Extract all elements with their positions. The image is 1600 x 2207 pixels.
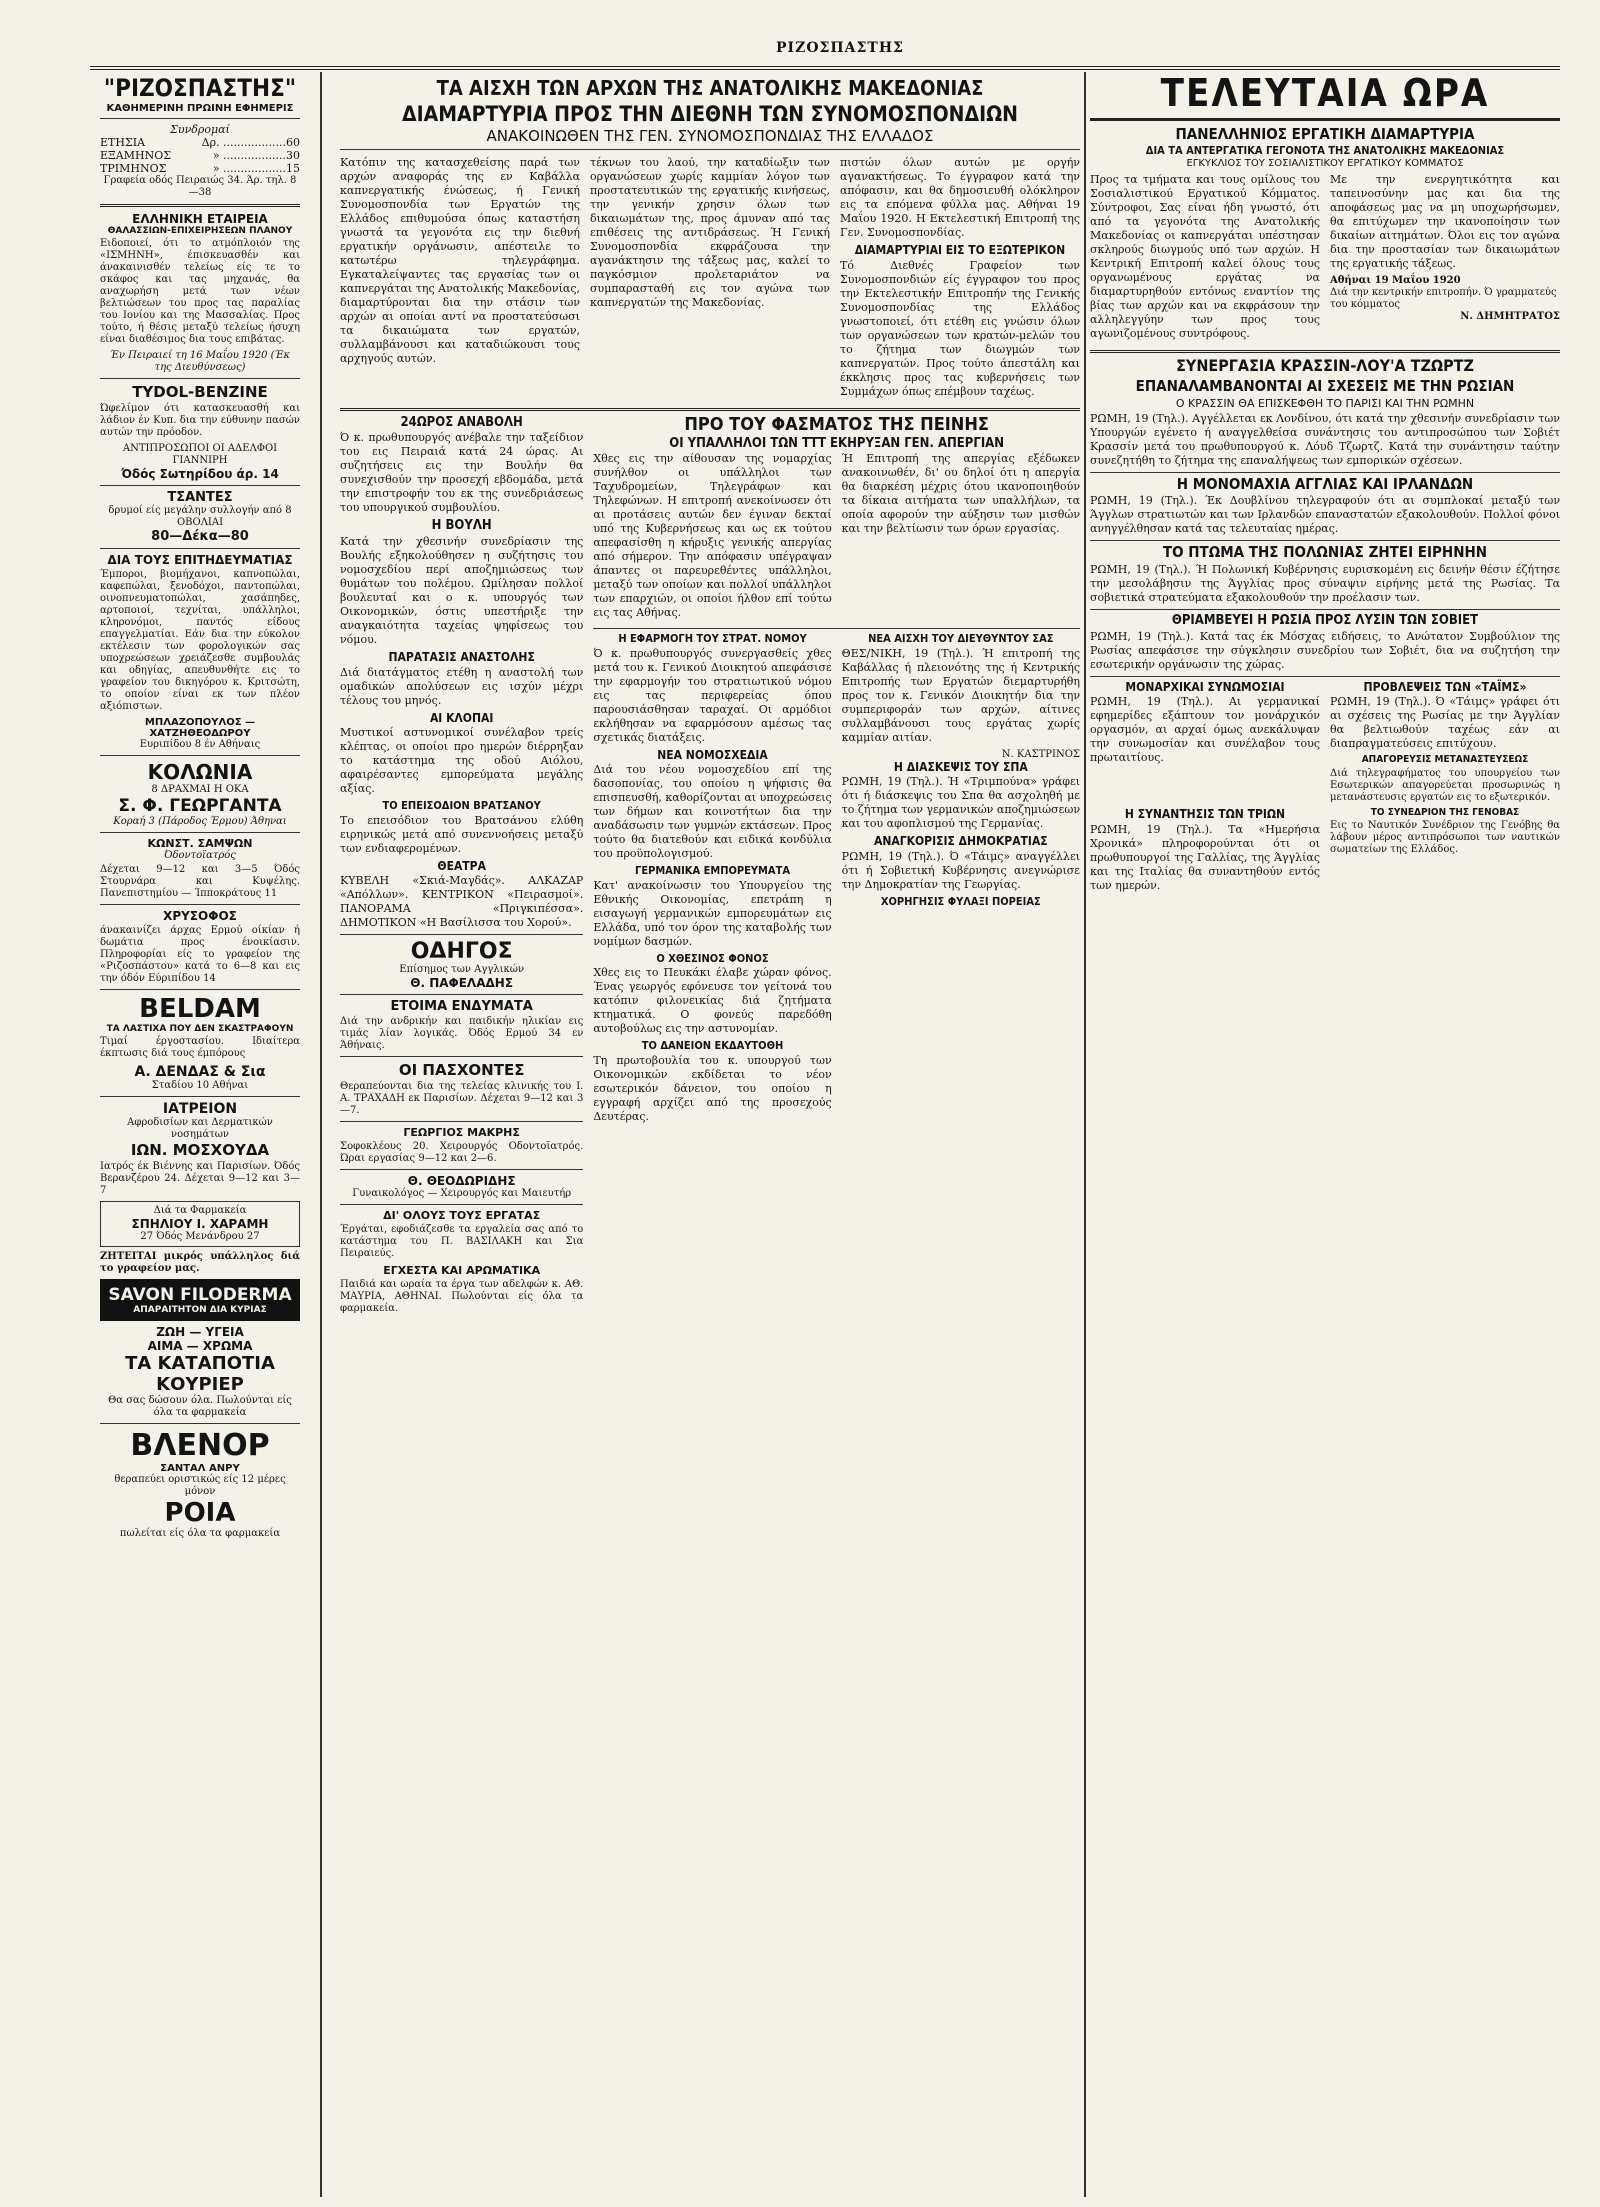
sign-name: Ν. ΔΗΜΗΤΡΑΤΟΣ [1460, 311, 1560, 323]
ad-title: BELDAM [139, 994, 261, 1025]
news-subcolumn [1090, 681, 1320, 808]
hunger-article [593, 450, 1080, 624]
sign-date: Αθήναι 19 Μαΐου 1920 [1330, 275, 1461, 287]
divider [100, 1423, 300, 1424]
ad-title: SAVON FILODERMA [108, 1285, 292, 1306]
article-text: τέκνων του λαού, την καταδίωξιν των οργανώσεων χωρίς καμμίαν λόγον των προστατευτικών της εργατικής κινήσεως, την γενικήν χρησιν όλων των δικαιωμάτων της, προς άμυναν από τας επιθέσεις της αντιδράσεως. Ή Γενική Συνομοσπονδία εκφράζουσα την αγανάκτησιν της τάξεως μας, καλεί το παγκόσμιον προλεταριάτον να συμπαρασταθή εις τον αγώνα των καπνεργατών της Μακεδονίας. [590, 156, 830, 310]
section-head: Ο ΧΘΕΣΙΝΟΣ ΦΟΝΟΣ [656, 951, 769, 965]
ad-text: θεραπεύει οριστικώς είς 12 μέρες μόνον [114, 1474, 286, 1498]
article-text: ΡΩΜΗ, 19 (Τηλ.). Κατά τας έκ Μόσχας ειδήσεις, το Ανώτατον Συμβούλιον της Ρωσίας απεφάσισε την σύγκλησιν συνεδρίου των Σοβιέτ, δια να συζητήση την εσωτερικήν οργάνωσιν της χώρας. [1090, 629, 1560, 671]
article-text: Τό Διεθνές Γραφείον των Συνομοσπονδιών είς έγγραφον του προς την Εκτελεστικήν Επιτροπήν της Γενικής Συνομοσπονδίας της Ελλάδος γνωστοποιεί, ότι ετέθη εις γνώσιν όλων των οργανώσεων των κρατών-μελών του το ζήτημα των διωγμών των καπνεργατών. Προς τούτο άπεστάλη και έκκλησις προς τας κυβερνήσεις των Συμμάχων όπως επέμβουν ταχέως. [840, 258, 1080, 398]
section-head: ΑΝΑΓΚΟΡΙΣΙΣ ΔΗΜΟΚΡΑΤΙΑΣ [874, 834, 1048, 849]
article-text: ΚΥΒΕΛΗ «Σκιά-Μαγδάς». ΑΛΚΑΖΑΡ «Απόλλων». ΚΕΝΤΡΙΚΟΝ «Πειρασμοί». ΠΑΝΟΡΑΜΑ «Πριγκιπέσσα». ΔΗΜΟΤΙΚΟΝ «Η Βασίλισσα του Χορού». [340, 874, 584, 930]
divider [340, 1169, 583, 1170]
sub-row: ΤΡΙΜΗΝΟΣ » ..................15 [100, 162, 300, 176]
section-subhead: Ο ΚΡΑΣΣΙΝ ΘΑ ΕΠΙΣΚΕΦΘΗ ΤΟ ΠΑΡΙΣΙ ΚΑΙ ΤΗΝ ΡΩΜΗΝ [1175, 396, 1475, 410]
ad-title: Θ. ΘΕΟΔΩΡΙΔΗΣ [407, 1174, 516, 1189]
section-head: ΠΑΝΕΛΛΗΝΙΟΣ ΕΡΓΑΤΙΚΗ ΔΙΑΜΑΡΤΥΡΙΑ [1175, 124, 1475, 143]
divider [1090, 540, 1560, 541]
ad-text: Ειδοποιεί, ότι το ατμόπλοιόν της «ΙΣΜΗΝΗ», έπισκευασθέν και άνακαινισθέν τελείως είς τε το σκάφος και τας μηχανάς, θα αναχωρήση μετά των νέων βελτιώσεων του προς τας παραλίας του Ιονίου και της Μασσαλίας. Προς τούτο, ή θέσις μεταξύ τελείως ήσυχη είναι διαθέσιμος δια τους επιβάτας. [100, 238, 300, 346]
section-head: Η ΔΙΑΣΚΕΨΙΣ ΤΟΥ ΣΠΑ [893, 759, 1028, 774]
section-subhead: ΔΙΑ ΤΑ ΑΝΤΕΡΓΑΤΙΚΑ ΓΕΓΟΝΟΤΑ ΤΗΣ ΑΝΑΤΟΛΙΚΗΣ ΜΑΚΕΔΟΝΙΑΣ [1145, 143, 1505, 157]
divider [100, 548, 300, 549]
section-head: ΠΡΟΒΛΕΨΕΙΣ ΤΩΝ «ΤΑΪΜΣ» [1363, 679, 1527, 694]
pharmacy-ad [100, 1201, 300, 1247]
ad-address: Κοραή 3 (Πάροδος Έρμου) Άθηναι [113, 816, 287, 828]
sub-row: ΕΞΑΜΗΝΟΣ » ..................30 [100, 149, 300, 163]
article-text: Διά του νέου νομοσχεδίου επί της δασοπονίας, του οποίου η ψήφισις θα επισπευσθή, καθορίζονται αι υποχρεώσεις των δήμων και κοινοτήτων δια την αναδάσωσιν των γυμνών εκτάσεων. Προς τούτο θα διατεθούν και ειδικά κονδύλια του προϋπολογισμού. [593, 763, 832, 861]
ad-agents: ΑΝΤΙΠΡΟΣΩΠΟΙ ΟΙ ΑΔΕΛΦΟΙ ΓΙΑΝΝΙΡΗ [122, 443, 278, 467]
ad-title: ΓΕΩΡΓΙΟΣ ΜΑΚΡΗΣ [403, 1126, 520, 1140]
ad-text: πωλείται είς όλα τα φαρμακεία [119, 1528, 281, 1540]
ad-text: ΖΗΤΕΙΤΑΙ μικρός υπάλληλος διά το γραφείον μας. [100, 1251, 300, 1275]
ad-title: ΚΟΛΩΝΙΑ [147, 760, 253, 785]
main-article [340, 154, 1080, 403]
section-head: ΤΟ ΠΤΩΜΑ ΤΗΣ ΠΟΛΩΝΙΑΣ ΖΗΤΕΙ ΕΙΡΗΝΗΝ [1162, 543, 1488, 562]
divider [340, 994, 583, 995]
section-head: 24ΩΡΟΣ ΑΝΑΒΟΛΗ [400, 414, 523, 430]
savon-filoderma-ad [100, 1279, 300, 1321]
article-text: Εις το Ναυτικόν Συνέδριον της Γενόβης θα λάβουν μέρος αντιπρόσωποι των ναυτικών σωματείων της Ελλάδος. [1330, 820, 1560, 856]
ad-sign: ΜΠΛΑΖΟΠΟΥΛΟΣ — ΧΑΤΖΗΘΕΟΔΩΡΟΥ [144, 717, 256, 740]
divider [100, 378, 300, 379]
paper-subtitle: ΚΑΘΗΜΕΡΙΝΗ ΠΡΩΙΝΗ ΕΦΗΜΕΡΙΣ [106, 103, 294, 115]
section-head: ΤΟ ΕΠΕΙΣΟΔΙΟΝ ΒΡΑΤΣΑΝΟΥ [382, 799, 541, 813]
ad-subtitle: Αφροδισίων και Δερματικών νοσημάτων [127, 1117, 273, 1141]
article-text: ΡΩΜΗ, 19 (Τηλ.). Αι γερμανικαί εφημερίδες εξάπτουν τον μονάρχικόν οργασμόν, αι αρχαί όμως ανεκάλυψαν την συνωμοσίαν και συνέλαβον τους πρωταιτίους. [1090, 695, 1320, 765]
ad-text: Διά την ανδρικήν και παιδικήν ηλικίαν εις τιμάς λίαν λογικάς. Όδός Ερμού 34 εν Άθήναις. [340, 1016, 584, 1052]
ad-title: ΕΤΟΙΜΑ ΕΝΔΥΜΑΤΑ [390, 999, 533, 1015]
article-text: ΡΩΜΗ, 19 (Τηλ.). Τα «Ημερήσια Χρονικά» πληροφορούνται ότι οι πρωθυπουργοί της Γαλλίας, της Άγγλίας και της Ιταλίας θα συναντηθούν εντός των ημερών. [1090, 822, 1320, 892]
last-hour-title: ΤΕΛΕΥΤΑΙΑ ΩΡΑ [1090, 74, 1560, 121]
article-text: Χθες εις την αίθουσαν της νομαρχίας συνήλθον οι υπάλληλοι των Ταχυδρομείων, Τηλεγράφων και Τηλεφώνων. Η επιτροπή ανεκοίνωσεν ότι αι προτάσεις αυτών δεν έγιναν δεκταί υπό της Κυβερνήσεως και ως εκ τούτου απεφασίσθη η κήρυξις γενικής απεργίας από σήμερον. Την απόφασιν υπέγραψαν άπαντες οι παρευρεθέντες υπάλληλοι, μεταξύ των οποίων και πολλοί υπάλληλοι των επαρχιών, οι οποίοι ήλθον επί τούτω εις τας Αθήνας. [593, 452, 832, 620]
bottom-articles [1090, 808, 1560, 897]
ad-text: Ιατρός έκ Βιέννης και Παρισίων. Όδός Βερανζέρου 24. Δέχεται 9—12 και 3—7 [100, 1161, 300, 1197]
ad-subtitle: ΘΑΛΑΣΣΙΩΝ-ΕΠΙΧΕΙΡΗΣΕΩΝ ΠΛΑΝΟΥ [107, 226, 293, 237]
article-text: ΡΩΜΗ, 19 (Τηλ.). Αγγέλλεται εκ Λονδίνου, ότι κατά την χθεσινήν συνεδρίασιν των Υπουργών εγένετο ή αναγγελθείσα συνάντησις του αντιπροσώπου των Σοβιέτ Κρασσίν μετά του πρωθυπουργού κ. Λόυδ Τζωρτζ. Κατά την συνάντησιν ταύτην συνεζητήθη το ζήτημα της επαναλήψεως των εμπορικών σχέσεων. [1090, 411, 1560, 467]
section-head: ΓΕΡΜΑΝΙΚΑ ΕΜΠΟΡΕΥΜΑΤΑ [635, 864, 790, 878]
ad-subtitle: Όδοντοϊατρός [164, 850, 236, 862]
article-text: ΘΕΣ/ΝΙΚΗ, 19 (Τηλ.). Ή επιτροπή της Καβάλλας ή πλειονότης της ή Κεντρικής Επιτροπής των Εργατών διεμαρτυρήθη προς τον κ. Γενικόν Διοικητήν δια την συμπεριφοράν των αρχών, αίτινες συλλαμβάνουσι τους εργάτας χωρίς καμμίαν αιτίαν. [841, 646, 1080, 744]
ad-address: Ευριπίδου 8 έν Αθήναις [139, 739, 261, 751]
divider [1090, 472, 1560, 473]
ad-text: άνακαινίζει άρχας Ερμού οίκίαν ή δωμάτια προς ένοικίασιν. Πληροφορίαι είς το γραφείον της «Ριζοσπάστου» κατά το 6—8 και εις την όδόν Εύριπίδου 14 [100, 925, 300, 985]
divider [340, 1056, 583, 1057]
divider [340, 1121, 583, 1122]
ad-text: Θα σας δώσουν όλα. Πωλούνται είς όλα τα φαρμακεία [108, 1395, 292, 1419]
ad-title: ΕΛΛΗΝΙΚΗ ΕΤΑΙΡΕΙΑ [132, 212, 268, 227]
divider [340, 934, 583, 935]
ad-subtitle: ΣΑΝΤΑΛ ΑΝΡΥ [160, 1463, 240, 1475]
section-head: ΧΟΡΗΓΗΣΙΣ ΦΥΛΑΞΙ ΠΟΡΕΙΑΣ [880, 894, 1041, 908]
divider [100, 904, 300, 905]
divider [340, 149, 1080, 150]
section-head: Η ΜΟΝΟΜΑΧΙΑ ΑΓΓΛΙΑΣ ΚΑΙ ΙΡΛΑΝΔΩΝ [1176, 474, 1474, 493]
left-ads-column [100, 70, 300, 2207]
running-head-rule [90, 40, 1560, 70]
ad-title: Διά τα Φαρμακεία [153, 1205, 247, 1217]
ad-address: Σταδίου 10 Αθήναι [151, 1080, 249, 1092]
section-head: ΝΕΑ ΝΟΜΟΣΧΕΔΙΑ [657, 747, 768, 762]
divider [100, 755, 300, 756]
ad-title: ΟΔΗΓΟΣ [410, 939, 513, 965]
ad-title: ΔΙΑ ΤΟΥΣ ΕΠΙΤΗΔΕΥΜΑΤΙΑΣ [107, 553, 293, 568]
article-text: Κατόπιν της κατασχεθείσης παρά των αρχών αναφοράς της εν Καβάλλα καπνεργατικής ένώσεως, ή Γενική Συνομοσπονδία των Εργατών της Ελλάδος επιθυμούσα όπως καταστήση γνωστά τα γεγονότα εις την διεθνή εργατικήν οργάνωσιν, απέστειλε το κατωτέρω τηλεγράφημα. Εγκαταλείψαντες τας εργασίας των οι καπνεργάται της Ανατολικής Μακεδονίας, διαμαρτύρονται δια την στάσιν των αρχών αι οποίαι αντί να προστατεύσωσι τα δικαιώματα των εργατών, συλλαμβάνουσι και καταδιώκουσι τους αρχηγούς αυτών. [340, 156, 580, 366]
ad-address: 27 Όδός Μενάνδρου 27 [140, 1231, 260, 1243]
ad-text: Παιδιά και ωραία τα έργα των αδελφών κ. ΑΘ. ΜΑΥΡΙΑ, ΑΘΗΝΑΙ. Πωλούνται είς όλα τα φαρμακεία. [340, 1279, 584, 1315]
divider [100, 204, 300, 207]
column-divider [320, 72, 322, 2197]
main-headline: ΤΑ ΑΙΣΧΗ ΤΩΝ ΑΡΧΩΝ ΤΗΣ ΑΝΑΤΟΛΙΚΗΣ ΜΑΚΕΔΟΝΙΑΣ [436, 76, 984, 100]
article-text: πιστών όλων αυτών με οργήν αγανακτήσεως. Το έγγραφον κατά την απόφασιν, και θα δημοσιευθή ολόκληρον εις τα επόμενα φύλλα μας. Αθήναι 19 Μαΐου 1920. Η Εκτελεστική Επιτροπή της Γεν. Συνομοσπονδίας. [840, 156, 1080, 240]
divider [100, 485, 300, 486]
divider [593, 628, 1080, 629]
section-head: ΜΟΝΑΡΧΙΚΑΙ ΣΥΝΩΜΟΣΙΑΙ [1125, 679, 1285, 694]
office-address: Γραφεία οδός Πειραιώς 34. Άρ. τηλ. 8—38 [103, 175, 297, 199]
news-subcolumn [340, 416, 583, 1320]
ad-title: ΤΑ ΚΑΤΑΠΟΤΙΑ ΚΟΥΡΙΕΡ [125, 1353, 275, 1396]
main-headline-2: ΔΙΑΜΑΡΤΥΡΙΑ ΠΡΟΣ ΤΗΝ ΔΙΕΘΝΗ ΤΩΝ ΣΥΝΟΜΟΣΠΟΝΔΙΩΝ [401, 102, 1018, 126]
ad-text: Έργάται, εφοδιάζεσθε τα εργαλεία σας από το κατάστημα του Π. ΒΑΣΙΛΑΚΗ και Σια Πειραιεύς. [340, 1224, 584, 1260]
ad-name: Σ. Φ. ΓΕΩΡΓΑΝΤΑ [118, 796, 282, 817]
section-head: ΔΙΑΜΑΡΤΥΡΙΑΙ ΕΙΣ ΤΟ ΕΞΩΤΕΡΙΚΟΝ [854, 243, 1066, 258]
ad-name: Θ. ΠΑΦΕΛΑΔΗΣ [410, 976, 514, 991]
divider [340, 1204, 583, 1205]
article-text: Προς τα τμήματα και τους ομίλους του Σοσιαλιστικού Εργατικού Κόμματος. Σύντροφοι, Σας είναι ήδη γνωστό, ότι από τα γεγονότα της Ανατολικής Μακεδονίας οι καπνεργάται υπέστησαν σκληρούς διωγμούς υπό των αρχών. Η Κεντρική Επιτροπή καλεί όλους τους οργανωμένους εργάτας να διαμαρτυρηθούν εντόνως εναντίον της βίας των αρχών και να εκφράσουν την αλληλεγγύην των προς τους αγωνιζομένους συντρόφους. [1090, 173, 1320, 341]
ad-price: 80—Δέκα—80 [151, 529, 249, 545]
article-text: ΡΩΜΗ, 19 (Τηλ.). Έκ Δουβλίνου τηλεγραφούν ότι αι συμπλοκαί μεταξύ των Άγγλων στρατιωτών και των Ιρλανδών επαναστατών εξακολουθούν. Πολλοί φόνοι ανηγγέλθησαν κατά τας τελευταίας ημέρας. [1090, 494, 1560, 536]
article-text: ΡΩΜΗ, 19 (Τηλ.). Ό «Τάιμς» γράφει ότι αι σχέσεις της Ρωσίας με την Άγγλίαν θα βελτιωθούν ταχέως εάν αι διαπραγματεύσεις επιτύχουν. [1330, 695, 1560, 751]
section-head: ΑΠΑΓΟΡΕΥΣΙΣ ΜΕΤΑΝΑΣΤΕΥΣΕΩΣ [1361, 754, 1529, 766]
news-subcolumn-wide [593, 413, 1080, 1320]
protest-article [1090, 171, 1560, 345]
article-text: ΡΩΜΗ, 19 (Τηλ.). Ή Πολωνική Κυβέρνησις ευρισκομένη εις δεινήν θέσιν έζήτησε την μεσολάβησιν της Άγγλίας προς σύναψιν ειρήνης μετά της Ρωσίας. Τα σοβιετικά στρατεύματα εξακολουθούν την προέλασιν των. [1090, 563, 1560, 605]
ad-title: ΚΩΝΣΤ. ΣΑΜΨΩΝ [147, 837, 253, 851]
ad-title: ΡΟΙΑ [164, 1498, 236, 1529]
section-subhead: ΕΠΑΝΑΛΑΜΒΑΝΟΝΤΑΙ ΑΙ ΣΧΕΣΕΙΣ ΜΕ ΤΗΝ ΡΩΣΙΑΝ [1135, 376, 1515, 395]
ad-title: TYDOL-BENZINE [132, 383, 268, 402]
section-head: ΘΕΑΤΡΑ [437, 858, 486, 873]
ad-text: Δέχεται 9—12 και 3—5 Όδός Στουρνάρα και Κυψέλης. Πανεπιστημίου — Ίπποκράτους 11 [100, 864, 300, 900]
divider [100, 989, 300, 990]
ad-sign: Έν Πειραιεί τη 16 Μαΐου 1920 (Έκ της Διευθύνσεως) [109, 350, 291, 374]
ad-name: ΙΩΝ. ΜΟΣΧΟΥΔΑ [130, 1141, 270, 1160]
section-head: ΤΟ ΣΥΝΕΔΡΙΟΝ ΤΗΣ ΓΕΝΟΒΑΣ [1370, 806, 1520, 818]
article-text: Διά τηλεγραφήματος του υπουργείου των Εσωτερικών απαγορεύεται προσωρινώς η μετανάστευσις εργατών εις το εξωτερικόν. [1330, 767, 1560, 803]
section-head: Η ΒΟΥΛΗ [431, 518, 492, 534]
divider [100, 832, 300, 833]
ad-line: ΖΩΗ — ΥΓΕΙΑ [156, 1325, 244, 1340]
article-text: Κατά την χθεσινήν συνεδρίασιν της Βουλής εξηκολούθησεν η συζήτησις του νομοσχεδίου περί αποζημιώσεως των θυμάτων του πολέμου. Ωμίλησαν πολλοί βουλευταί και ο κ. υπουργός των Οικονομικών, όστις υπεστήριξε την αναγκαιότητα ταχείας ψηφίσεως του νόμου. [340, 534, 584, 646]
article-text: Ό κ. πρωθυπουργός ανέβαλε την ταξείδιον του εις Πειραιά κατά 24 ώρας. Αι συζητήσεις εις την Βουλήν θα συνεχισθούν την προσεχή εβδομάδα, μετά την επιστροφήν του εκ της συνεδριάσεως του υπουργικού συμβουλίου. [340, 431, 584, 515]
section-head: ΘΡΙΑΜΒΕΥΕΙ Η ΡΩΣΙΑ ΠΡΟΣ ΛΥΣΙΝ ΤΩΝ ΣΟΒΙΕΤ [1171, 613, 1479, 629]
main-news-column [340, 70, 1080, 2207]
ad-agent: Α. ΔΕΝΔΑΣ & Σια [134, 1064, 266, 1081]
last-hour-column [1090, 70, 1560, 2207]
article-text: Χθες εις το Πευκάκι έλαβε χώραν φόνος. Ένας γεωργός εφόνευσε τον γείτονά του κατόπιν φιλονεικίας διά ζητήματα κτηματικά. Ο φονεύς παρεδόθη αυτοβούλως εις την αστυνομίαν. [593, 966, 832, 1036]
article-text: Ή Επιτροπή της απεργίας εξέδωκεν ανακοινωθέν, δι' ου δηλοί ότι η απεργία θα διαρκέση μέχρις ότου ικανοποιηθούν τα δίκαια αιτήματα των υπαλλήλων, τα οποία αφορούν την αύξησιν των μισθών και την βελτίωσιν των όρων εργασίας. [841, 452, 1080, 536]
ad-title: ΙΑΤΡΕΙΟΝ [162, 1101, 238, 1118]
ad-text: Γυναικολόγος — Χειρουργός και Μαιευτήρ [352, 1188, 572, 1200]
subscriptions-title: Συνδρομαί [170, 123, 230, 137]
bottom-articles [1090, 681, 1560, 808]
main-subheadline: ΑΝΑΚΟΙΝΩΘΕΝ ΤΗΣ ΓΕΝ. ΣΥΝΟΜΟΣΠΟΝΔΙΑΣ ΤΗΣ ΕΛΛΑΔΟΣ [486, 127, 934, 146]
section-subhead: ΕΓΚΥΚΛΙΟΣ ΤΟΥ ΣΟΣΙΑΛΙΣΤΙΚΟΥ ΕΡΓΑΤΙΚΟΥ ΚΟΜΜΑΤΟΣ [1186, 158, 1464, 170]
ad-subtitle: ΑΠΑΡΑΙΤΗΤΟΝ ΔΙΑ ΚΥΡΙΑΣ [133, 1305, 267, 1316]
ad-address: Όδός Σωτηρίδου άρ. 14 [121, 467, 279, 482]
sign-role: Διά την κεντρικήν επιτροπήν. Ό γραμματεύς του κόμματος [1330, 287, 1557, 311]
ad-subtitle: ΤΑ ΛΑΣΤΙΧΑ ΠΟΥ ΔΕΝ ΣΚΑΣΤΡΑΦΟΥΝ [106, 1024, 294, 1035]
ad-line: ΑΙΜΑ — ΧΡΩΜΑ [147, 1339, 253, 1354]
ad-text: Ώφελίμον ότι κατασκευασθή και λάδιον έν Κυπ. δια την εύθυνην πασών αυτών την πρόοδον. [100, 403, 300, 439]
article-text: Τη πρωτοβουλία του κ. υπουργού των Οικονομικών εκδίδεται το νέον εσωτερικόν δάνειον, του οποίου η εγγραφή αρχίζει από της προσεχούς Δευτέρας. [593, 1053, 832, 1123]
article-text: Με την ενεργητικότητα και ταπεινοσύνην μας και δια της αποφάσεως μας να μη υποχωρήσωμεν, θα επιτύχωμεν την ικανοποίησιν των δικαίων αιτημάτων. Όλοι εις τον αγώνα δια την προστασίαν των δικαιωμάτων της εργατικής τάξεως. [1330, 173, 1560, 271]
lower-articles [593, 633, 1080, 1128]
news-subcolumn [1090, 808, 1320, 897]
divider [340, 408, 1080, 411]
section-head: ΤΟ ΔΑΝΕΙΟΝ ΕΚΔΑΥΤΟΘΗ [641, 1039, 784, 1053]
section-head: ΠΑΡΑΤΑΣΙΣ ΑΝΑΣΤΟΛΗΣ [388, 649, 535, 664]
ad-subtitle: 8 ΔΡΑΧΜΑΙ Η ΟΚΑ [151, 784, 249, 796]
article-text: Κατ' ανακοίνωσιν του Υπουργείου της Εθνικής Οικονομίας, επετράπη η εισαγωγή γερμανικών εμπορευμάτων εις Ελλάδα, υπό τον όρον της καταβολής των νομίμων δασμών. [593, 878, 832, 948]
ad-title: ΧΡΥΣΟΦΟΣ [163, 909, 237, 924]
article-text: ΡΩΜΗ, 19 (Τηλ.). Ή «Τριμπούνα» γράφει ότι ή διάσκεψις του Σπα θα ασχοληθή με το ζήτημα των γερμανικών αποζημιώσεων και του αφοπλισμού της Γερμανίας. [841, 775, 1080, 831]
ad-name: ΣΠΗΛΙΟΥ Ι. ΧΑΡΑΜΗ [131, 1217, 269, 1232]
news-subcolumn [1330, 808, 1560, 897]
divider [1090, 676, 1560, 677]
section-head: ΣΥΝΕΡΓΑΣΙΑ ΚΡΑΣΣΙΝ-ΛΟΥ'Α ΤΖΩΡΤΖ [1176, 356, 1474, 376]
news-subcolumn [842, 633, 1080, 1128]
section-head: ΠΡΟ ΤΟΥ ΦΑΣΜΑΤΟΣ ΤΗΣ ΠΕΙΝΗΣ [684, 413, 989, 435]
news-subcolumn [593, 633, 831, 1128]
ad-subtitle: Επίσημος των Αγγλικών [399, 964, 525, 976]
article-text: Το επεισόδιον του Βρατσάνου ελύθη ειρηνικώς μετά από συνεννοήσεις μεταξύ των ενδιαφερομένων. [340, 813, 584, 855]
article-text: Μυστικοί αστυνομικοί συνέλαβον τρείς κλέπτας, οι οποίοι προ ημερών διέρρηξαν το κατάστημα της οδού Αιόλου, αφαιρέσαντες εμπορεύματα μεγάλης αξίας. [340, 726, 584, 796]
ad-title: ΔΙ' ΟΛΟΥΣ ΤΟΥΣ ΕΡΓΑΤΑΣ [383, 1209, 541, 1223]
running-head: ΡΙΖΟΣΠΑΣΤΗΣ [776, 40, 904, 56]
news-subcolumn [1330, 681, 1560, 808]
divider [100, 1096, 300, 1097]
sub-row: ΕΤΗΣΙΑ Δρ. ..................60 [100, 136, 300, 150]
article-text: Ό κ. πρωθυπουργός συνεργασθείς χθες μετά του κ. Γενικού Διοικητού απεφάσισε την εφαρμογήν του στρατιωτικού νόμου εις τας περιφερείας όπου παρουσιάσθησαν ταραχαί. Οι αρμόδιοι εκλήθησαν να εφαρμόσουν αμέσως τας σχετικάς διατάξεις. [593, 646, 832, 744]
article-text: Διά διατάγματος ετέθη η αναστολή των ομαδικών απολύσεων εις ισχύν μέχρι τέλους του μηνός. [340, 665, 584, 707]
ad-text: Σοφοκλέους 20. Χειρουργός Οδοντοϊατρός. Ώραι εργασίας 9—12 και 2—6. [340, 1141, 584, 1165]
ad-title: ΕΓΧΕΣΤΑ ΚΑΙ ΑΡΩΜΑΤΙΚΑ [383, 1264, 541, 1278]
section-subhead: ΟΙ ΥΠΑΛΛΗΛΟΙ ΤΩΝ ΤΤΤ ΕΚΗΡΥΞΑΝ ΓΕΝ. ΑΠΕΡΓΙΑΝ [669, 435, 1005, 451]
section-head: Η ΕΦΑΡΜΟΓΗ ΤΟΥ ΣΤΡΑΤ. ΝΟΜΟΥ [618, 632, 807, 646]
paper-name: "ΡΙΖΟΣΠΑΣΤΗΣ" [103, 74, 297, 102]
ad-text: Έμποροι, βιομήχανοι, καπνοπώλαι, καφεπώλαι, ξενοδόχοι, παντοπώλαι, οινοπνευματοπώλαι, χασάπηδες, αρτοποιοί, τεχνίται, υπάλληλοι, κληρονόμοι, παντός είδους επαγγελματίαι. Εάν δια την εύκολον εκτέλεσιν των φορολογικών σας υποχρεώσεων χρειάζεσθε συμβουλάς και οδηγίας, απευθυνθήτε εις το γραφείον του δικηγόρου κ. Κριτσώτη, το οποίον είναι εκ των πλέον αξιόπιστων. [100, 569, 300, 713]
column-divider [1084, 72, 1086, 2197]
ad-title: ΒΛΕΝΟΡ [130, 1428, 270, 1464]
section-head: ΝΕΑ ΑΙΣΧΗ ΤΟΥ ΔΙΕΥΘΥΝΤΟΥ ΣΑΣ [868, 632, 1054, 646]
article-text: ΡΩΜΗ, 19 (Τηλ.). Ό «Τάιμς» αναγγέλλει ότι ή Σοβιετική Κυβέρνησις ανεγνώρισε την Δημοκρατίαν της Γεωργίας. [841, 849, 1080, 891]
ad-text: Τιμαί έργοστασίου. Ιδιαίτερα έκπτωσις διά τους έμπόρους [100, 1036, 300, 1060]
ad-title: ΟΙ ΠΑΣΧΟΝΤΕΣ [398, 1061, 525, 1080]
ad-text: δρυμοί είς μεγάλην συλλογήν από 8 ΟΒΟΛΙΑΙ [108, 505, 292, 529]
divider [1090, 609, 1560, 610]
lower-news [340, 413, 1080, 1320]
divider [100, 118, 300, 119]
ad-title: ΤΣΑΝΤΕΣ [167, 490, 233, 506]
ad-text: Θεραπεύονται δια της τελείας κλινικής του Ι. Α. ΤΡΑΧΑΔΗ εκ Παρισίων. Δέχεται 9—12 και 3—7. [340, 1081, 584, 1117]
divider [1090, 350, 1560, 353]
section-head: ΑΙ ΚΛΟΠΑΙ [429, 710, 494, 725]
section-head: Η ΣΥΝΑΝΤΗΣΙΣ ΤΩΝ ΤΡΙΩΝ [1124, 806, 1286, 821]
byline: Ν. ΚΑΣΤΡΙΝΟΣ [1001, 748, 1080, 760]
